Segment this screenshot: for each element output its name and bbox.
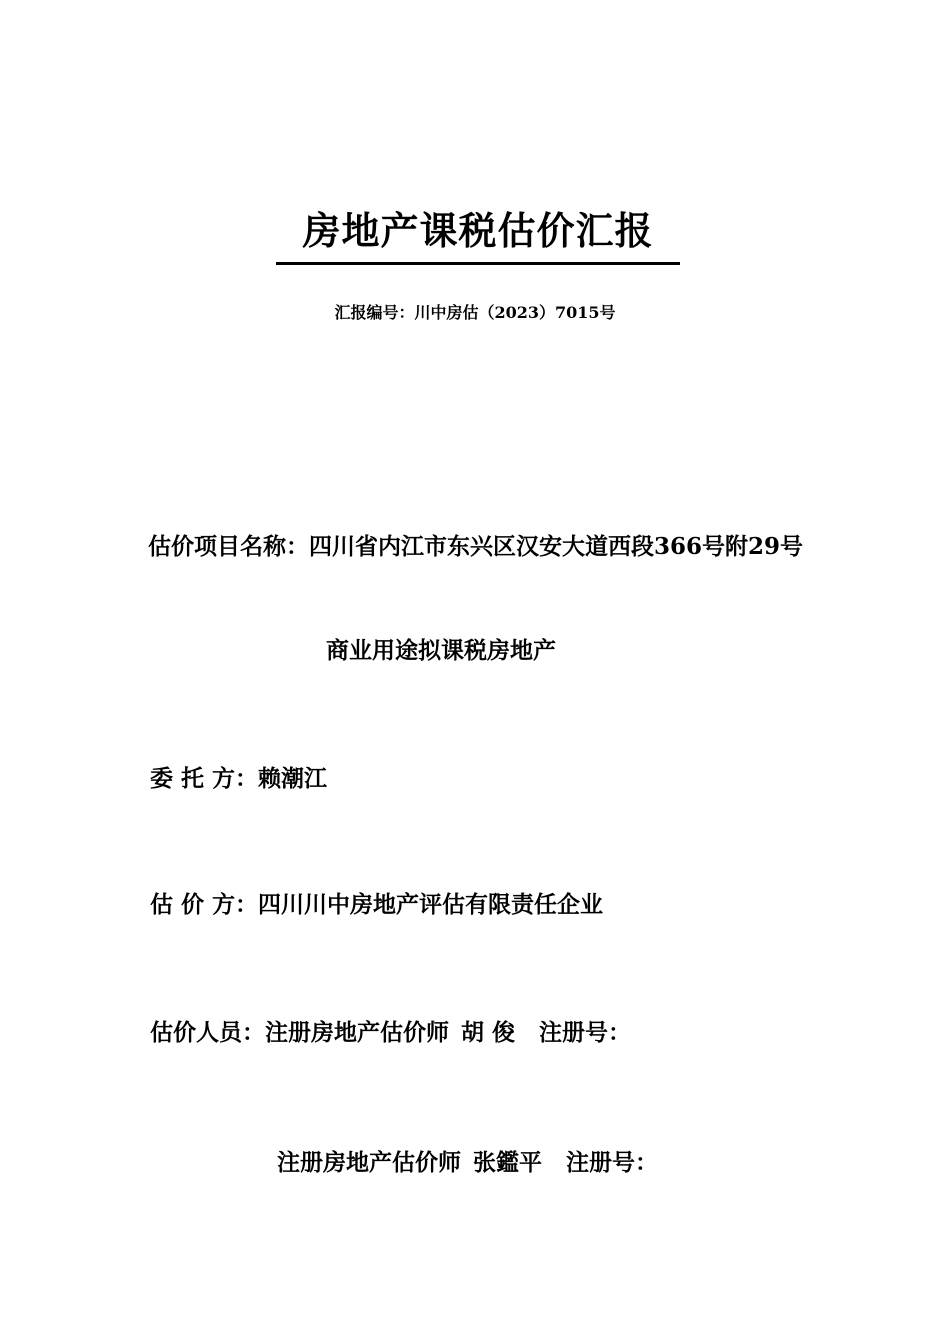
- staff-label: 估价人员：: [150, 1019, 265, 1046]
- client-value: 赖潮江: [258, 765, 328, 792]
- staff-row: [277, 1144, 658, 1177]
- report-title: 房地产课税估价汇报: [302, 208, 654, 253]
- staff-title: 注册房地产估价师: [277, 1149, 461, 1176]
- client-row: [150, 760, 327, 793]
- appraiser-value: 四川川中房地产评估有限责任企业: [258, 891, 604, 918]
- staff-reg-label: 注册号：: [566, 1149, 658, 1176]
- staff-name: 张鑑平: [473, 1149, 542, 1176]
- project-name-value: 四川省内江市东兴区汉安大道西段366号附29号: [309, 533, 804, 560]
- project-name-continuation: 商业用途拟课税房地产: [326, 637, 556, 664]
- appraiser-row: [150, 886, 603, 919]
- appraiser-label: 估 价 方：: [150, 891, 259, 918]
- report-number: 汇报编号：川中房估（2023）7015号: [334, 303, 616, 322]
- staff-row: [150, 1014, 631, 1047]
- project-name-label: 估价项目名称：: [148, 533, 309, 560]
- staff-reg-label: 注册号：: [539, 1019, 632, 1046]
- staff-title: 注册房地产估价师: [265, 1019, 449, 1046]
- staff-name: 胡 俊: [461, 1019, 516, 1046]
- project-name-row: [148, 528, 803, 561]
- client-label: 委 托 方：: [150, 765, 259, 792]
- title-underline: [276, 262, 680, 265]
